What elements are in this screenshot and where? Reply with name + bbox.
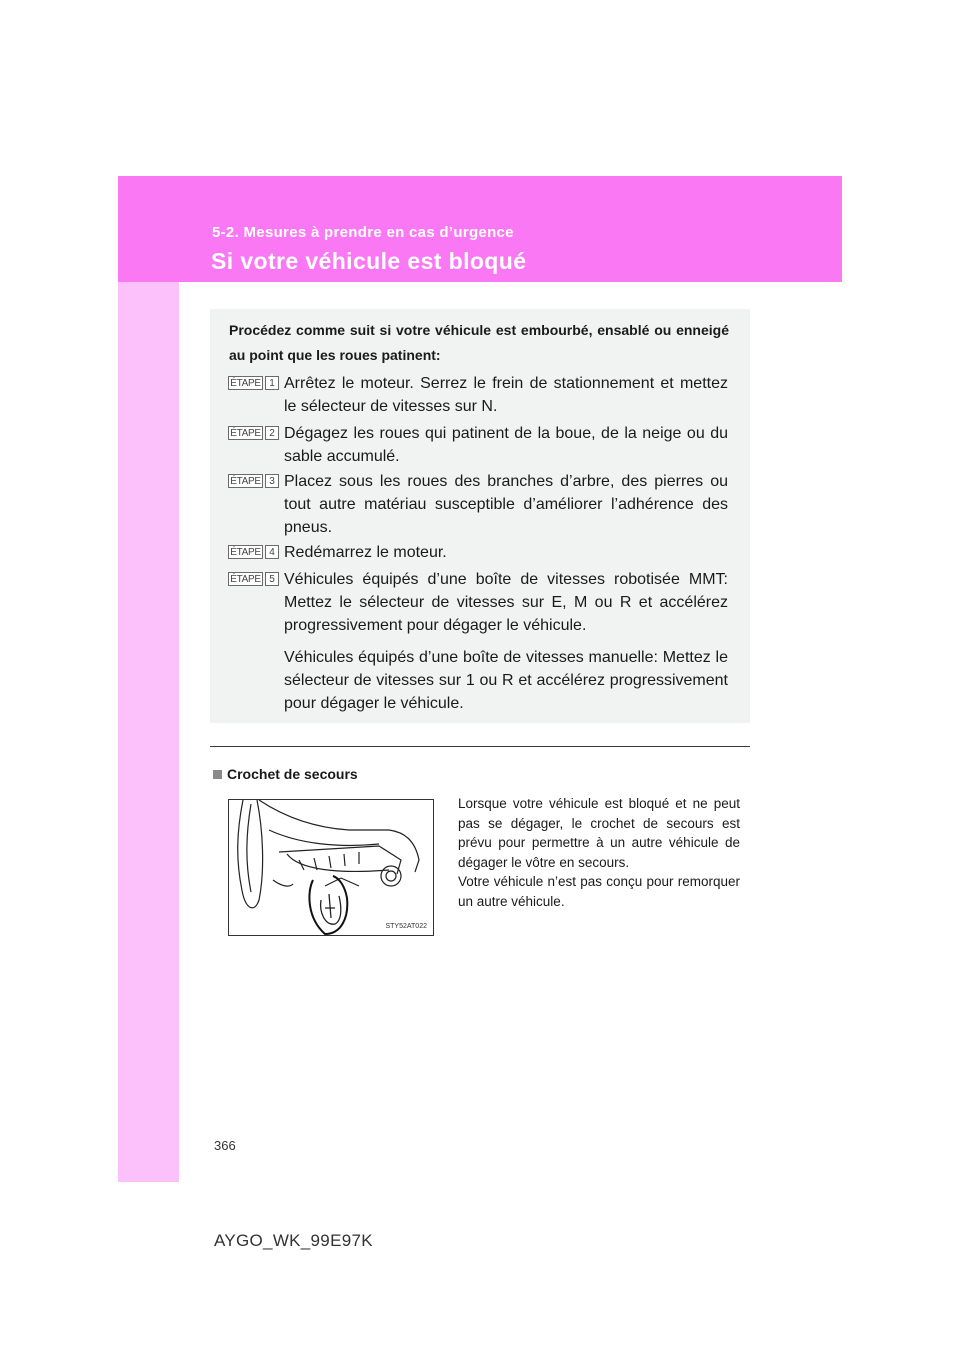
step-badge: [228, 376, 278, 390]
step-badge-number: 5: [265, 572, 279, 586]
step-badge-word: ÉTAPE: [228, 545, 263, 559]
step-text: Placez sous les roues des branches d’arbre, des pierres ou tout autre matériau susceptible d’améliorer l’adhérence des pneus.: [284, 473, 728, 536]
side-band: [118, 282, 179, 1182]
description-paragraph: Votre véhicule n’est pas conçu pour remorquer un autre véhicule.: [458, 874, 740, 909]
step-2: [228, 422, 728, 468]
car-underside-drawing: [229, 800, 433, 935]
step-3: [228, 470, 728, 539]
step-badge: [228, 426, 278, 440]
towing-hook-description: [458, 794, 740, 911]
step-badge-word: ÉTAPE: [228, 572, 263, 586]
step-text: Redémarrez le moteur.: [284, 544, 447, 561]
procedure-intro: Procédez comme suit si votre véhicule est embourbé, ensablé ou enneigé au point que les roues patinent:: [229, 322, 729, 363]
step-text-manual: Véhicules équipés d’une boîte de vitesses manuelle: Mettez le sélecteur de vitesses sur 1 ou R et accélérez progressivement pour dégager le véhicule.: [284, 649, 728, 712]
step-badge-number: 1: [265, 376, 279, 390]
section-label: 5-2. Mesures à prendre en cas d’urgence: [212, 224, 514, 241]
step-badge-word: ÉTAPE: [228, 474, 263, 488]
step-badge-number: 4: [265, 545, 279, 559]
step-badge-word: ÉTAPE: [228, 426, 263, 440]
towing-hook-illustration: [228, 799, 434, 936]
step-text: Arrêtez le moteur. Serrez le frein de stationnement et mettez le sélecteur de vitesses sur N.: [284, 375, 728, 415]
step-text: Véhicules équipés d’une boîte de vitesses robotisée MMT: Mettez le sélecteur de vitesses sur E, M ou R et accélérez progressivement pour dégager le véhicule.: [284, 571, 728, 634]
document-code: AYGO_WK_99E97K: [214, 1231, 373, 1250]
step-badge-number: 2: [265, 426, 279, 440]
step-badge: [228, 545, 278, 559]
step-4: [228, 541, 728, 564]
section-separator: [210, 746, 750, 747]
step-1: [228, 372, 728, 418]
step-5: [228, 568, 728, 715]
step-badge: [228, 572, 278, 586]
step-badge-number: 3: [265, 474, 279, 488]
page-number: 366: [214, 1138, 236, 1153]
figure-code: STY52AT022: [385, 923, 427, 930]
step-text: Dégagez les roues qui patinent de la boue, de la neige ou du sable accumulé.: [284, 425, 728, 465]
bullet-square-icon: [213, 770, 222, 779]
subsection-heading: [213, 766, 358, 782]
step-badge-word: ÉTAPE: [228, 376, 263, 390]
description-paragraph: Lorsque votre véhicule est bloqué et ne peut pas se dégager, le crochet de secours est prévu pour permettre à un autre véhicule de dégager le vôtre en secours.: [458, 796, 740, 870]
subsection-heading-text: Crochet de secours: [227, 766, 358, 782]
page-title: Si votre véhicule est bloqué: [211, 248, 527, 274]
step-badge: [228, 474, 278, 488]
